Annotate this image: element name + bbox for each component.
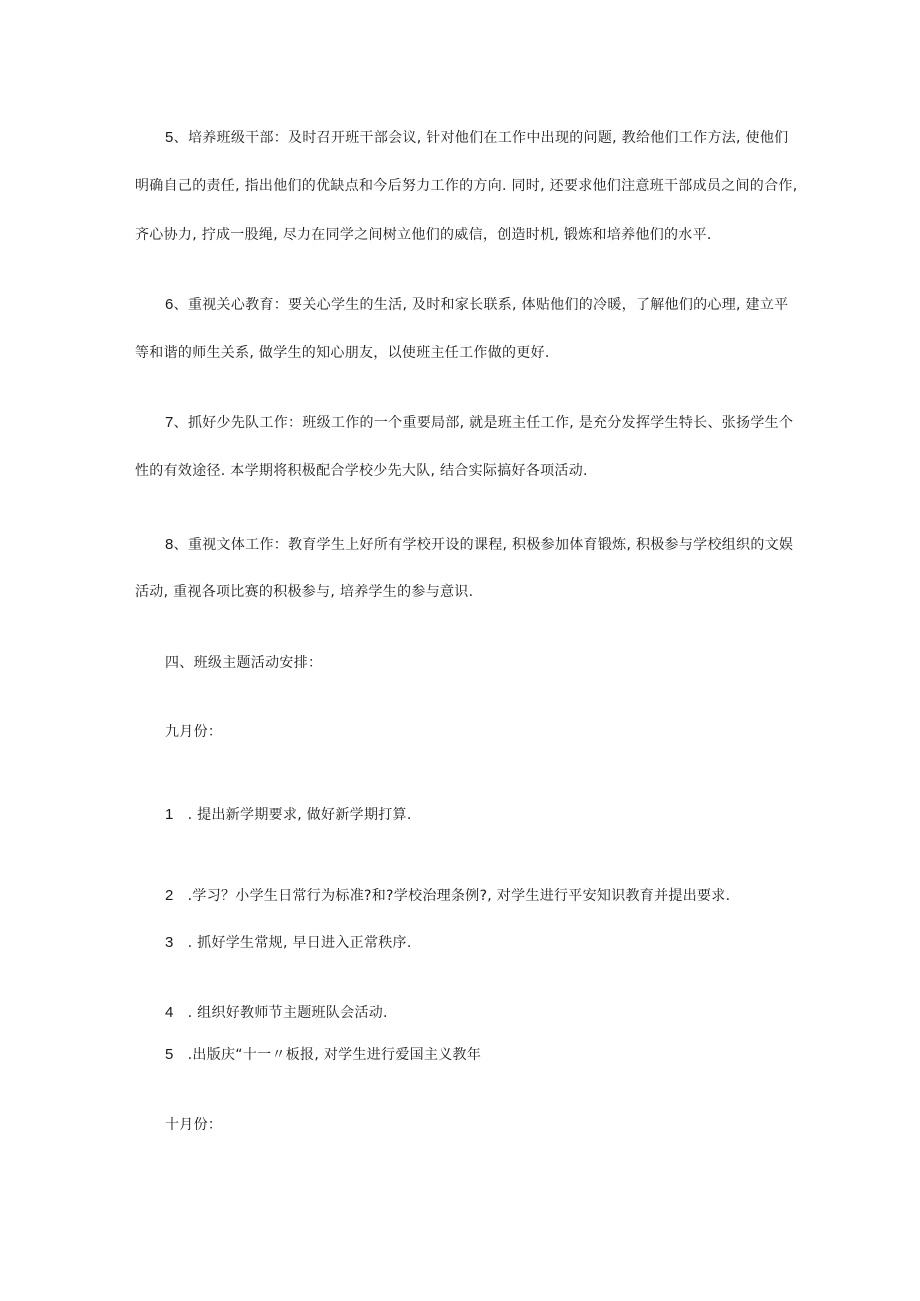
list-item-text: .出版庆“十一〃板报, 对学生进行爱国主义教年 — [187, 1047, 482, 1063]
section-heading: 四、班级主题活动安排： — [165, 655, 323, 671]
paragraph-7-number: 7 — [165, 414, 174, 431]
paragraph-7-line-2: 性的有效途径. 本学期将积极配合学校少先大队, 结合实际搞好各项活动. — [135, 463, 588, 479]
list-item — [165, 933, 412, 953]
paragraph-5-line-3: 齐心协力, 拧成一股绳, 尽力在同学之间树立他们的威信，创造时机, 锻炼和培养他们的水平. — [135, 227, 712, 243]
paragraph-7-text-1: 、抓好少先队工作：班级工作的一个重要局部, 就是班主任工作, 是充分发挥学生特长、张扬学生个 — [173, 415, 794, 431]
paragraph-8-text-1: 、重视文体工作：教育学生上好所有学校开设的课程, 积极参加体育锻炼, 积极参与学校组织的文娱 — [173, 537, 794, 553]
paragraph-5-line-1 — [165, 128, 788, 148]
list-item — [165, 805, 412, 825]
paragraph-5-number: 5 — [165, 129, 174, 146]
paragraph-8-line-2: 活动, 重视各项比赛的积极参与, 培养学生的参与意识. — [135, 584, 474, 600]
month-heading-october: 十月份： — [165, 1117, 223, 1133]
list-item — [165, 1003, 388, 1023]
paragraph-6-line-1 — [165, 295, 788, 315]
list-item-text: . 提出新学期要求, 做好新学期打算. — [187, 807, 412, 823]
list-item-text: . 组织好教师节主题班队会活动. — [187, 1005, 388, 1021]
list-item-number: 3 — [165, 934, 174, 951]
paragraph-5-line-2: 明确自己的责任, 指出他们的优缺点和今后努力工作的方向. 同时, 还要求他们注意班干部成员之间的合作, — [135, 178, 798, 194]
paragraph-8-number: 8 — [165, 536, 174, 553]
paragraph-6-number: 6 — [165, 296, 174, 313]
list-item-number: 4 — [165, 1004, 174, 1021]
list-item — [165, 886, 730, 906]
paragraph-5-text-1: 、培养班级干部：及时召开班干部会议, 针对他们在工作中出现的问题, 教给他们工作方法, 使他们 — [173, 130, 789, 146]
list-item-text: . 抓好学生常规, 早日进入正常秩序. — [187, 935, 412, 951]
list-item-number: 5 — [165, 1046, 174, 1063]
list-item — [165, 1045, 481, 1065]
paragraph-7-line-1 — [165, 413, 793, 433]
paragraph-6-line-2: 等和谐的师生关系, 做学生的知心朋友，以使班主任工作做的更好. — [135, 345, 550, 361]
list-item-text: .学习？小学生日常行为标准?和?学校治理条例?, 对学生进行平安知识教育并提出要求. — [187, 888, 731, 904]
month-heading-september: 九月份： — [165, 724, 223, 740]
paragraph-6-text-1: 、重视关心教育：要关心学生的生活, 及时和家长联系, 体贴他们的冷暖，了解他们的心理, 建立平 — [173, 297, 789, 313]
paragraph-8-line-1 — [165, 535, 793, 555]
list-item-number: 2 — [165, 887, 174, 904]
list-item-number: 1 — [165, 806, 174, 823]
